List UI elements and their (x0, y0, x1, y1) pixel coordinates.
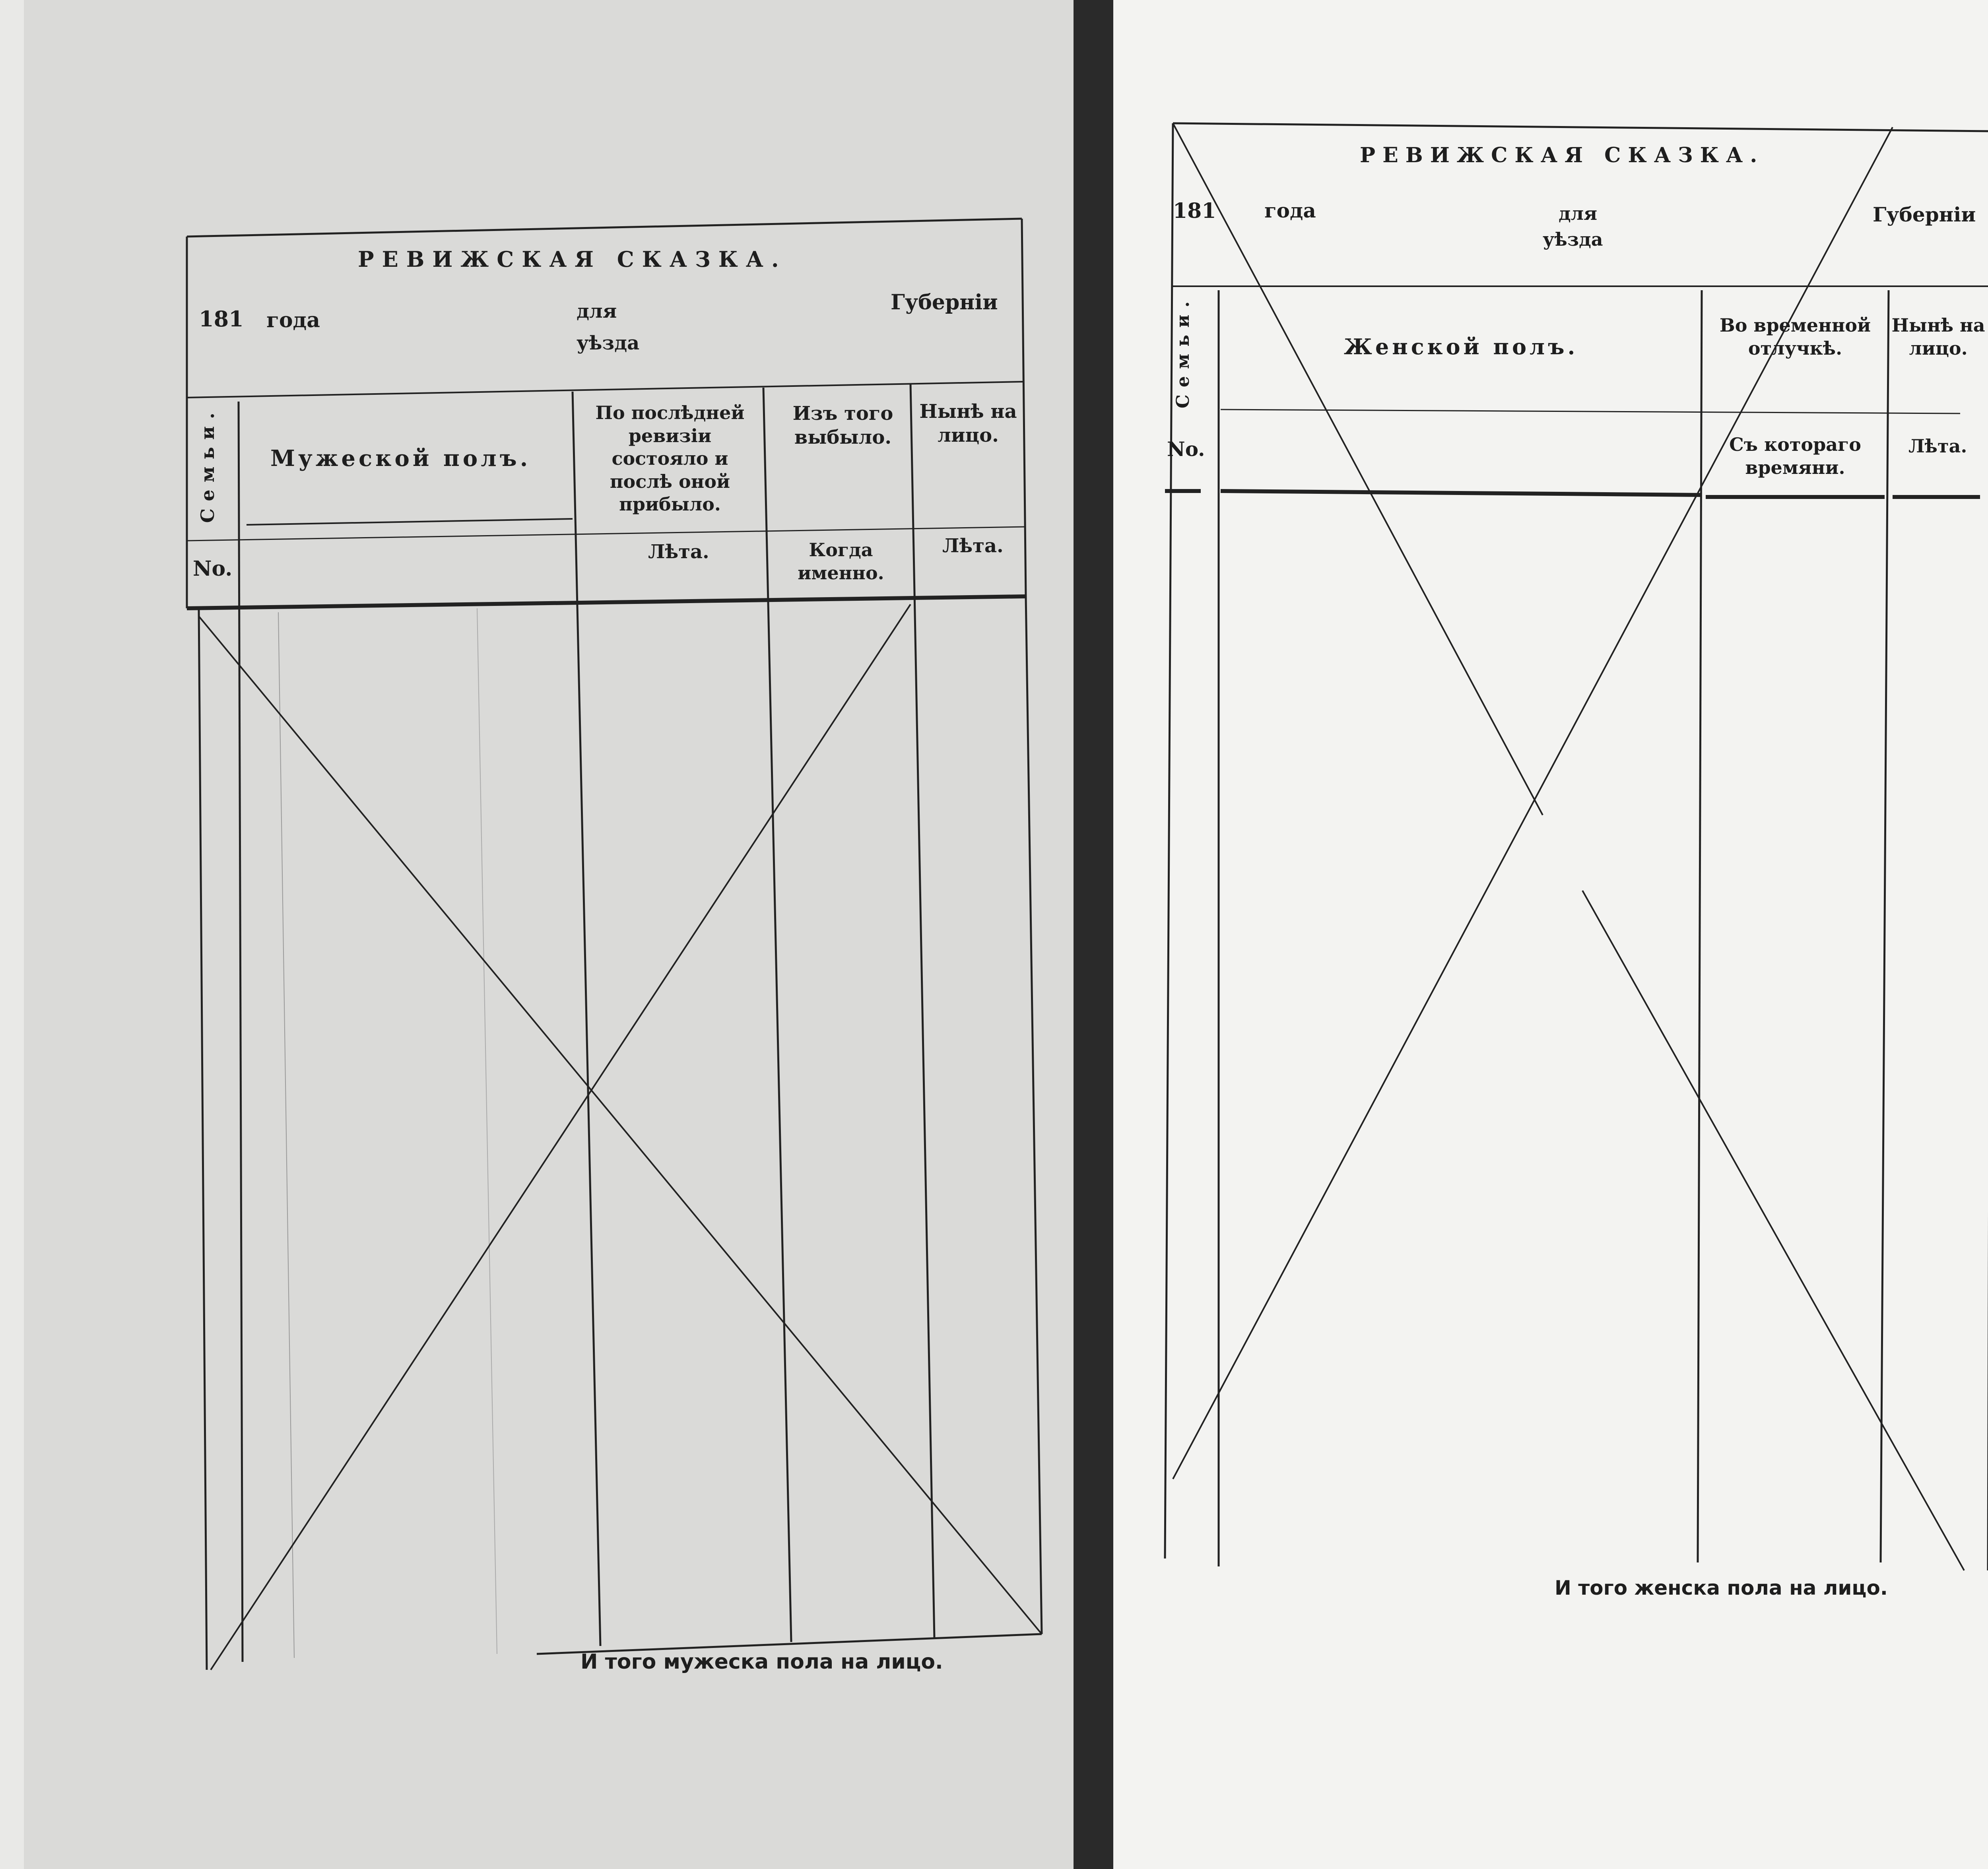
left-form-province-word: Губерніи (891, 290, 998, 314)
left-page (24, 0, 1074, 1869)
right-col-present-unit: Лѣта. (1908, 435, 1967, 457)
right-col-absence-since: Съ котораго времяни. (1729, 434, 1861, 478)
left-col-present: Нынѣ на лицо. (919, 400, 1017, 446)
book-gutter (1074, 0, 1113, 1869)
right-form-footer: И того женска пола на лицо. (1555, 1576, 1888, 1599)
left-col-dropped-when: Когда именно. (798, 539, 884, 584)
right-form-district-word: уѣзда (1543, 229, 1603, 250)
left-col-no: No. (193, 557, 233, 581)
left-form-year-word: года (266, 308, 320, 332)
right-col-sex: Женской полъ. (1344, 334, 1578, 359)
left-col-families: Семьи. (197, 406, 218, 523)
right-form-year-word: года (1264, 199, 1316, 222)
right-col-present: Нынѣ на лицо. (1891, 314, 1985, 359)
left-col-sex: Мужеской полъ. (270, 445, 531, 472)
left-form-year: 181 (199, 306, 244, 332)
left-col-last-revision-unit: Лѣта. (648, 541, 709, 563)
left-form-footer: И того мужеска пола на лицо. (580, 1650, 943, 1674)
right-col-families: Семьи. (1173, 294, 1193, 409)
right-col-absence: Во временной отлучкѣ. (1719, 314, 1871, 359)
right-page (1113, 0, 1988, 1869)
left-col-dropped: Изъ того выбыло. (792, 402, 893, 448)
left-form-district-word: уѣзда (577, 332, 640, 354)
right-form-year: 181 (1173, 199, 1216, 223)
left-form-for-word: для (577, 300, 617, 322)
right-form-province-word: Губерніи (1873, 203, 1976, 226)
right-form-title: РЕВИЖСКАЯ СКАЗКА. (1360, 143, 1765, 167)
left-col-last-revision: По послѣдней ревизіи состояло и послѣ оной прибыло. (595, 402, 745, 515)
left-form-title: РЕВИЖСКАЯ СКАЗКА. (358, 246, 787, 272)
left-form-grid (24, 0, 1074, 1869)
left-col-present-unit: Лѣта. (942, 535, 1004, 557)
right-form-for-word: для (1559, 203, 1598, 224)
right-col-no: No. (1167, 437, 1205, 461)
